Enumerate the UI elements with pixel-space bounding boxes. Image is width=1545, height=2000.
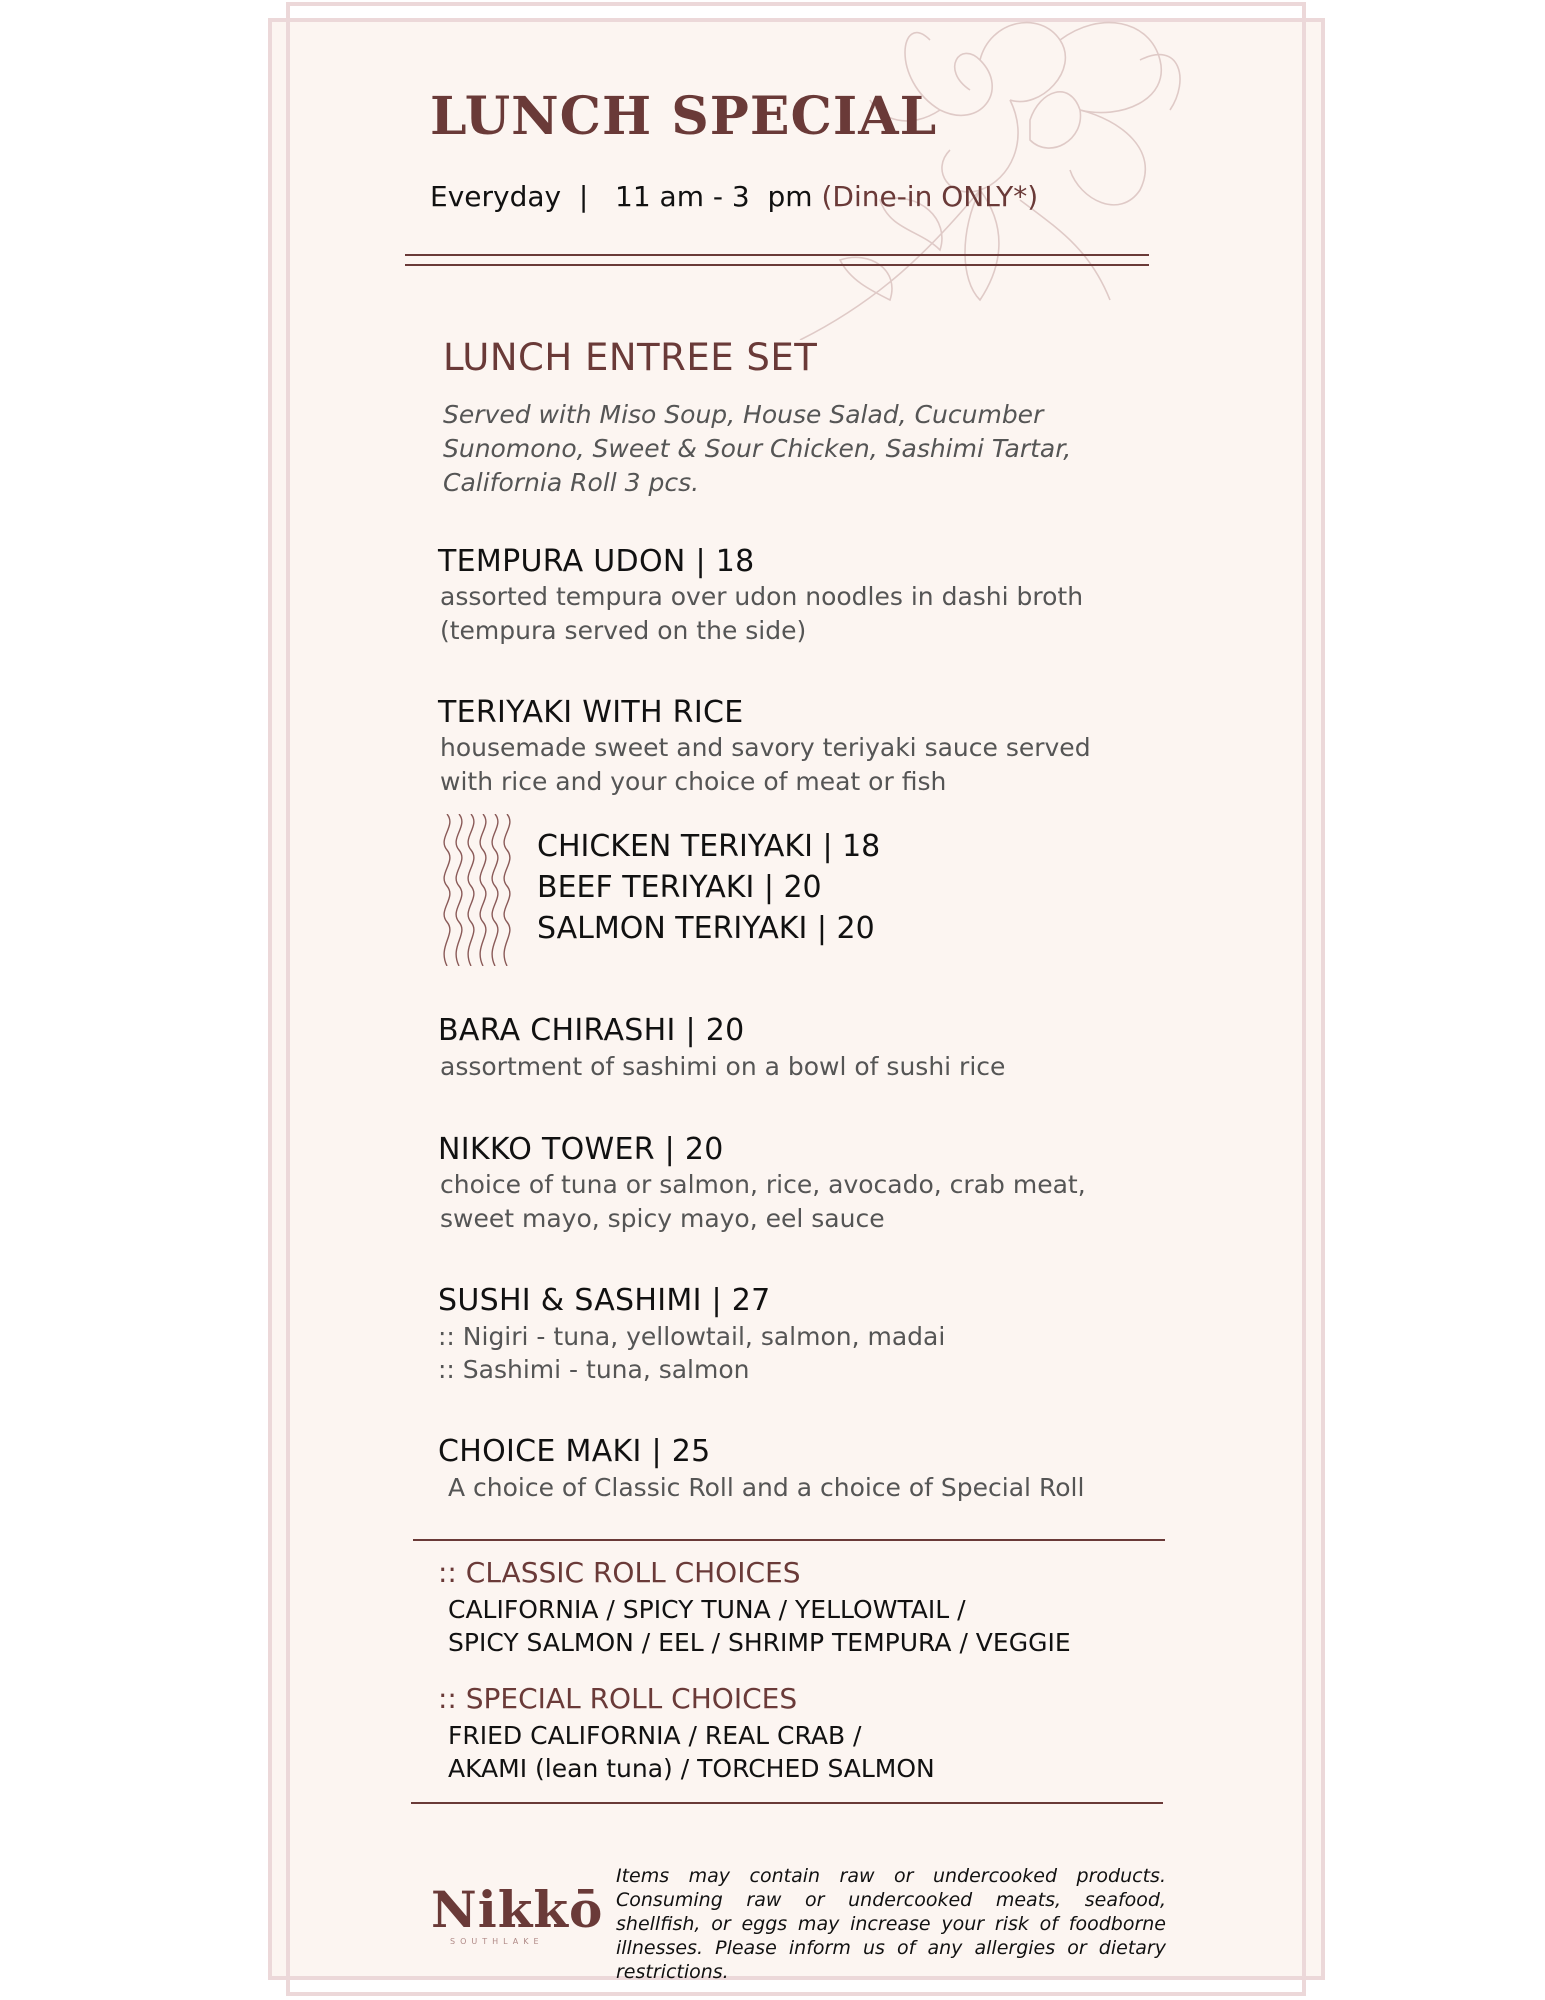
menu-item-desc: A choice of Classic Roll and a choice of Special Roll: [440, 1473, 1085, 1502]
menu-item-desc: :: Nigiri - tuna, yellowtail, salmon, madai: [438, 1322, 946, 1351]
special-roll-title: :: SPECIAL ROLL CHOICES: [438, 1682, 798, 1715]
classic-roll-line: SPICY SALMON / EEL / SHRIMP TEMPURA / VEGGIE: [448, 1628, 1071, 1657]
flower-illustration: [780, 0, 1200, 340]
menu-item-desc: choice of tuna or salmon, rice, avocado, crab meat,: [440, 1170, 1086, 1199]
menu-item-name: CHOICE MAKI | 25: [438, 1434, 711, 1469]
special-roll-line: FRIED CALIFORNIA / REAL CRAB /: [448, 1721, 862, 1750]
menu-item-name: BARA CHIRASHI | 20: [438, 1013, 745, 1048]
hours-line: [430, 180, 1038, 213]
teriyaki-option: CHICKEN TERIYAKI | 18: [537, 829, 881, 864]
menu-item-name: NIKKO TOWER | 20: [438, 1132, 724, 1167]
teriyaki-option: SALMON TERIYAKI | 20: [537, 911, 875, 946]
menu-item-name: SUSHI & SASHIMI | 27: [438, 1283, 771, 1318]
roll-choices-divider-bottom: [411, 1802, 1163, 1804]
header-divider-top: [405, 254, 1149, 256]
header-divider-bottom: [405, 264, 1149, 266]
menu-item-desc: (tempura served on the side): [440, 616, 807, 645]
entree-set-title: LUNCH ENTREE SET: [443, 336, 818, 379]
hours-text: Everyday | 11 am - 3 pm: [430, 180, 822, 213]
menu-item-name: TERIYAKI WITH RICE: [438, 695, 744, 730]
menu-item-desc: housemade sweet and savory teriyaki sauce served: [440, 733, 1091, 762]
menu-item-desc: assorted tempura over udon noodles in dashi broth: [440, 582, 1084, 611]
logo-subtitle: SOUTHLAKE: [450, 1937, 544, 1946]
entree-set-description: Served with Miso Soup, House Salad, Cucumber Sunomono, Sweet & Sour Chicken, Sashimi Tartar, California Roll 3 pcs.: [443, 400, 1072, 497]
teriyaki-option: BEEF TERIYAKI | 20: [537, 870, 822, 905]
menu-item-desc: :: Sashimi - tuna, salmon: [438, 1355, 750, 1384]
menu-item-name: TEMPURA UDON | 18: [438, 544, 755, 579]
wave-decoration-icon: [443, 814, 511, 966]
classic-roll-title: :: CLASSIC ROLL CHOICES: [438, 1556, 801, 1589]
allergy-disclaimer: Items may contain raw or undercooked products. Consuming raw or undercooked meats, seafood, shellfish, or eggs may increase your risk of foodborne illnesses. Please inform us of any allergies or dietary restrictions.: [616, 1865, 1166, 1983]
classic-roll-line: CALIFORNIA / SPICY TUNA / YELLOWTAIL /: [448, 1595, 966, 1624]
roll-choices-divider-top: [413, 1539, 1165, 1541]
menu-item-desc: with rice and your choice of meat or fish: [440, 767, 947, 796]
menu-item-desc: assortment of sashimi on a bowl of sushi rice: [440, 1052, 1006, 1081]
special-roll-line: AKAMI (lean tuna) / TORCHED SALMON: [448, 1754, 935, 1783]
dine-in-note: (Dine-in ONLY*): [821, 180, 1039, 213]
menu-item-desc: sweet mayo, spicy mayo, eel sauce: [440, 1204, 885, 1233]
nikko-logo: Nikkō: [431, 1880, 604, 1939]
page-title: LUNCH SPECIAL: [430, 86, 938, 147]
